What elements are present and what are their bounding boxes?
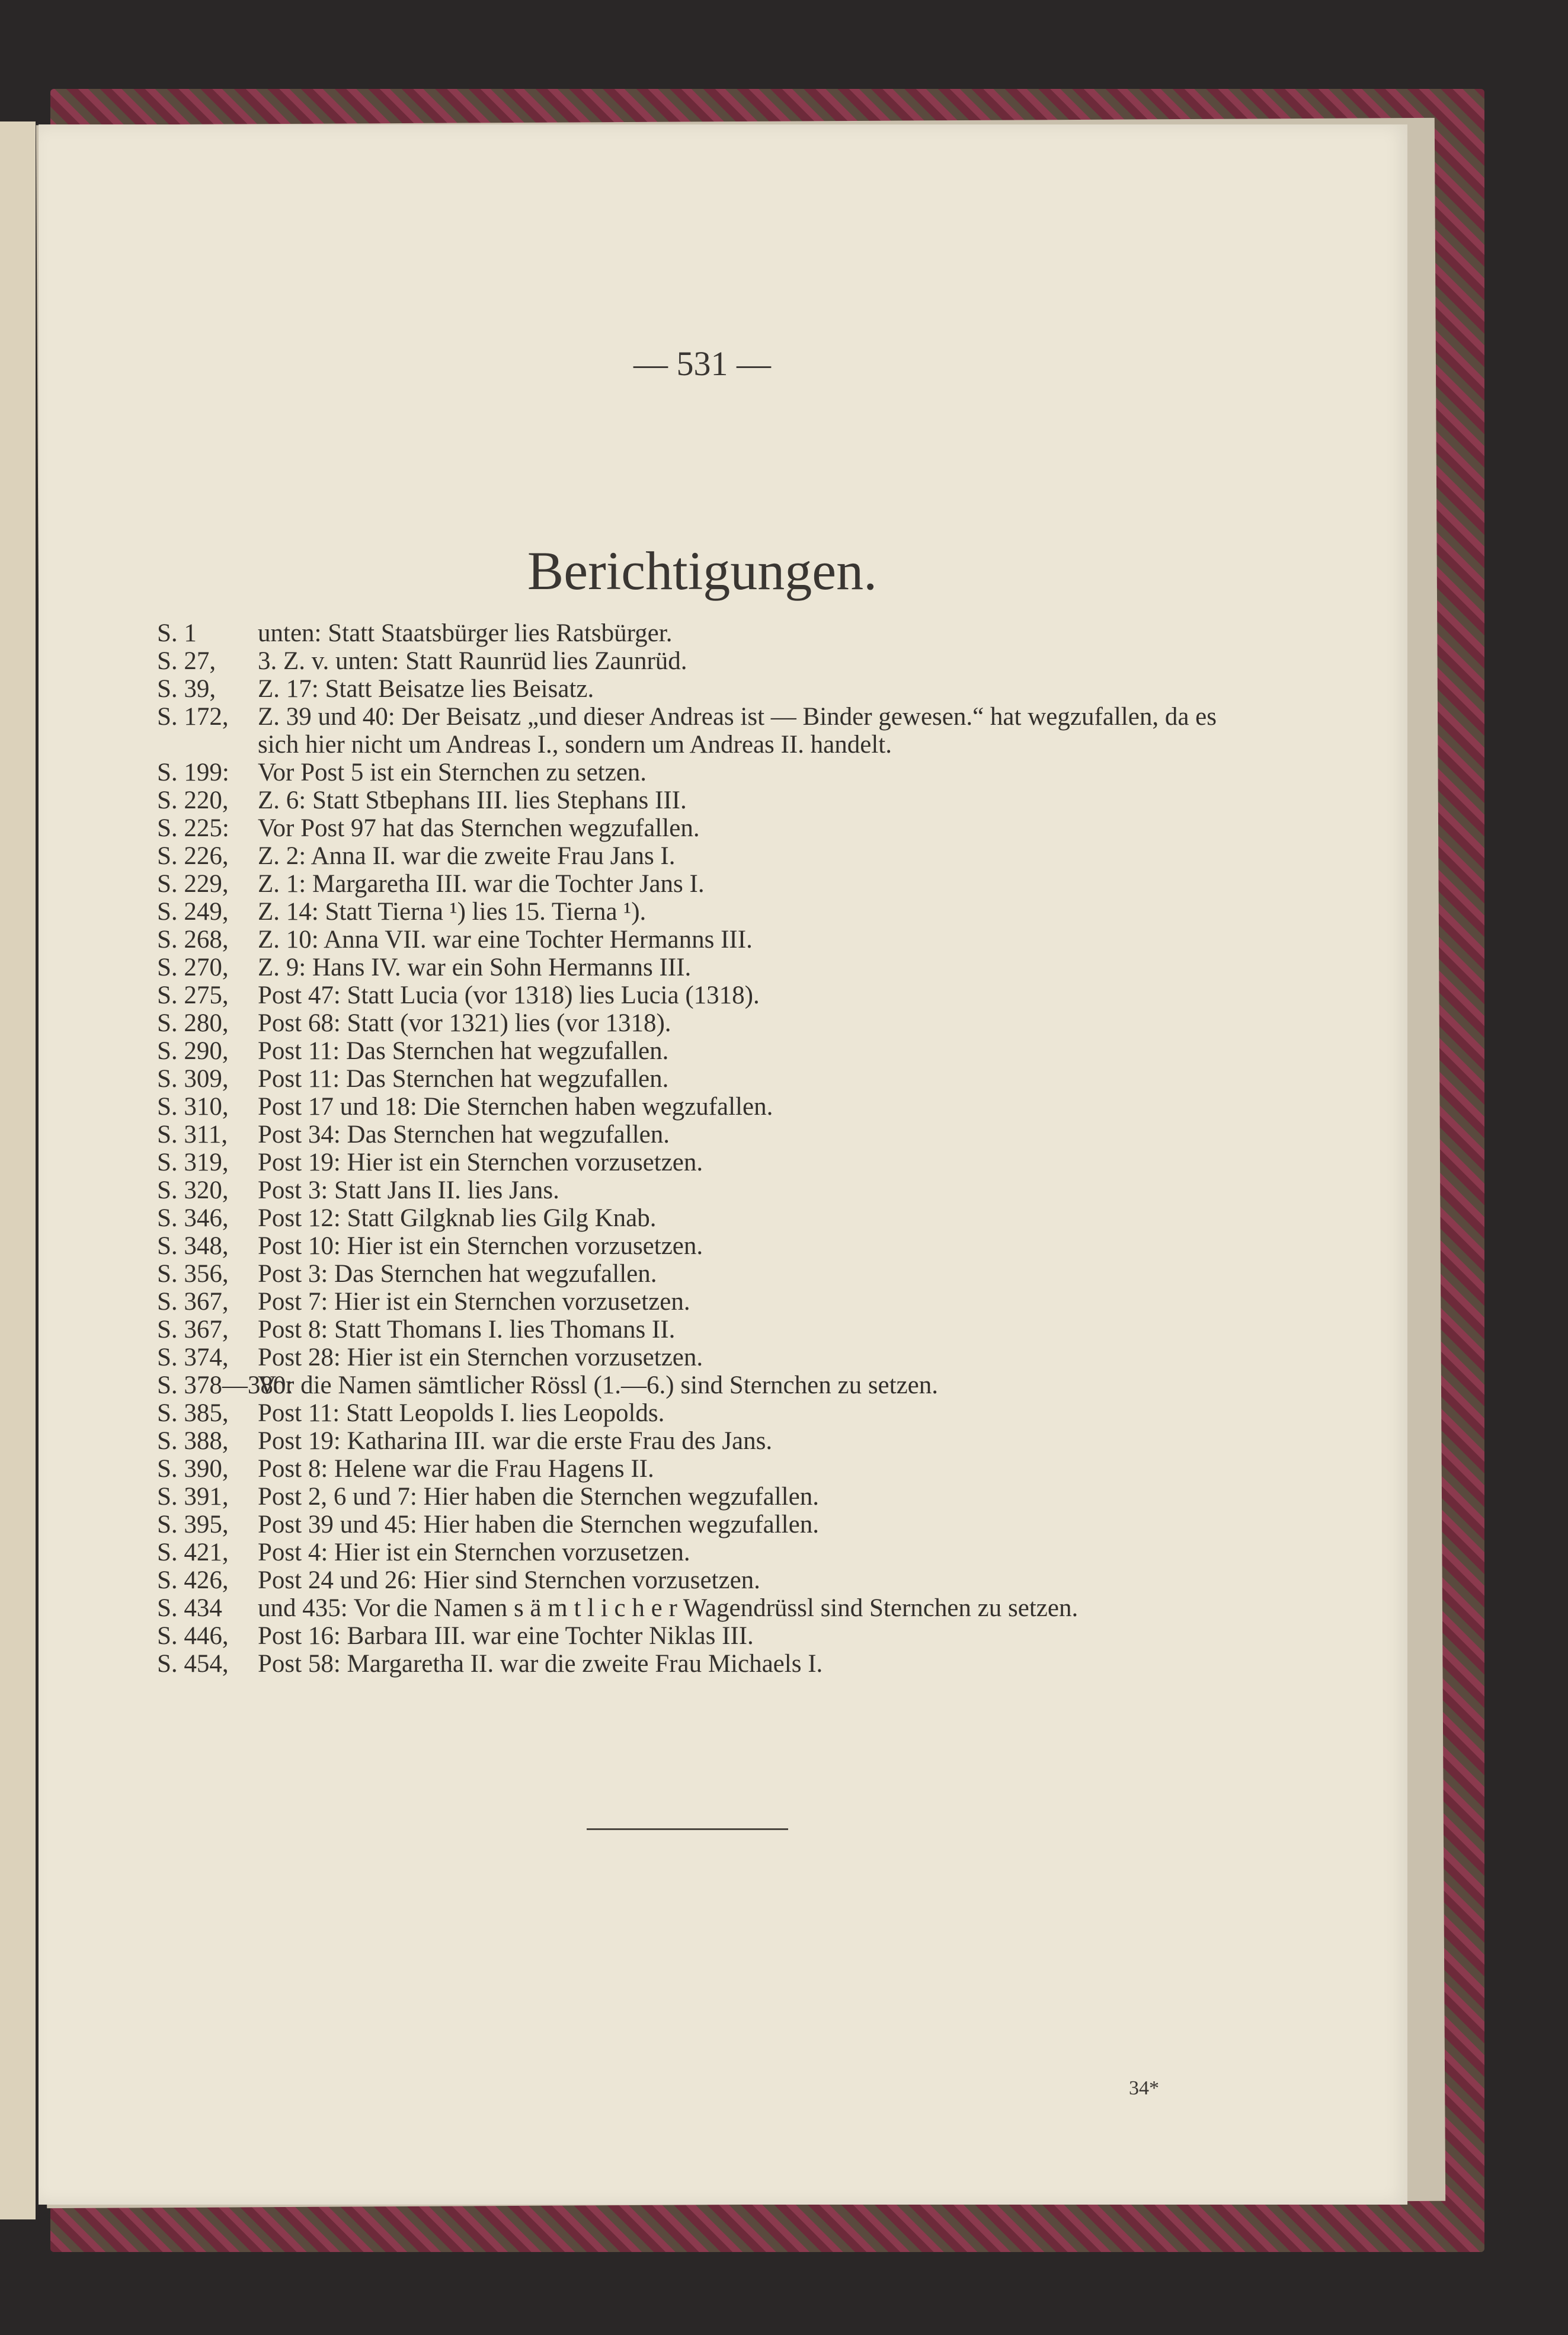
entry-page-ref: S. 421,	[157, 1538, 229, 1566]
entry-page-ref: S. 319,	[157, 1149, 229, 1176]
correction-entry	[157, 1065, 1236, 1093]
entry-page-ref: S. 220,	[157, 786, 229, 814]
entry-text: Post 3: Statt Jans II. lies Jans.	[258, 1176, 559, 1204]
correction-entry	[157, 1037, 1236, 1065]
correction-entry	[157, 1538, 1236, 1566]
page-title: Berichtigungen.	[527, 540, 878, 601]
entry-page-ref: S. 229,	[157, 870, 229, 898]
correction-entry	[157, 1455, 1236, 1483]
entry-page-ref: S. 378—380:	[157, 1371, 293, 1399]
correction-entry	[157, 981, 1236, 1009]
corrections-list	[157, 619, 1236, 1678]
entry-text: Post 47: Statt Lucia (vor 1318) lies Lucia (1318).	[258, 981, 760, 1009]
correction-entry	[157, 1594, 1236, 1622]
entry-page-ref: S. 385,	[157, 1399, 229, 1427]
entry-page-ref: S. 426,	[157, 1566, 229, 1594]
entry-text: Post 8: Statt Thomans I. lies Thomans II.	[258, 1316, 676, 1344]
entry-text: und 435: Vor die Namen s ä m t l i c h e r Wagendrüssl sind Sternchen zu setzen.	[258, 1594, 1079, 1622]
correction-entry	[157, 926, 1236, 954]
correction-entry	[157, 1511, 1236, 1538]
entry-text: Post 16: Barbara III. war eine Tochter Niklas III.	[258, 1622, 754, 1650]
entry-page-ref: S. 199:	[157, 759, 229, 786]
correction-entry	[157, 898, 1236, 926]
entry-page-ref: S. 446,	[157, 1622, 229, 1650]
entry-page-ref: S. 27,	[157, 647, 216, 675]
entry-page-ref: S. 1	[157, 619, 197, 647]
entry-page-ref: S. 249,	[157, 898, 229, 926]
correction-entry	[157, 1009, 1236, 1037]
correction-entry	[157, 1260, 1236, 1288]
entry-page-ref: S. 374,	[157, 1344, 229, 1371]
correction-entry	[157, 1232, 1236, 1260]
correction-entry	[157, 842, 1236, 870]
correction-entry	[157, 1176, 1236, 1204]
entry-page-ref: S. 346,	[157, 1204, 229, 1232]
entry-page-ref: S. 391,	[157, 1483, 229, 1511]
book-page	[39, 124, 1407, 2205]
entry-page-ref: S. 311,	[157, 1121, 228, 1149]
correction-entry	[157, 703, 1236, 759]
entry-page-ref: S. 280,	[157, 1009, 229, 1037]
correction-entry	[157, 1399, 1236, 1427]
entry-page-ref: S. 172,	[157, 703, 229, 731]
correction-entry	[157, 1288, 1236, 1316]
entry-page-ref: S. 434	[157, 1594, 222, 1622]
correction-entry	[157, 675, 1236, 703]
entry-page-ref: S. 270,	[157, 954, 229, 981]
entry-text: Z. 17: Statt Beisatze lies Beisatz.	[258, 675, 594, 703]
correction-entry	[157, 1427, 1236, 1455]
entry-text: Post 8: Helene war die Frau Hagens II.	[258, 1455, 654, 1483]
entry-text: Post 24 und 26: Hier sind Sternchen vorzusetzen.	[258, 1566, 760, 1594]
correction-entry	[157, 1566, 1236, 1594]
entry-page-ref: S. 348,	[157, 1232, 229, 1260]
entry-text: Post 28: Hier ist ein Sternchen vorzusetzen.	[258, 1344, 703, 1371]
page-number: — 531 —	[633, 344, 771, 383]
correction-entry	[157, 619, 1236, 647]
entry-text: Post 4: Hier ist ein Sternchen vorzusetzen.	[258, 1538, 690, 1566]
entry-page-ref: S. 290,	[157, 1037, 229, 1065]
entry-text: Vor Post 5 ist ein Sternchen zu setzen.	[258, 759, 647, 786]
entry-text: 3. Z. v. unten: Statt Raunrüd lies Zaunrüd.	[258, 647, 687, 675]
correction-entry	[157, 759, 1236, 786]
entry-text: Post 58: Margaretha II. war die zweite Frau Michaels I.	[258, 1650, 823, 1678]
entry-text: Post 34: Das Sternchen hat wegzufallen.	[258, 1121, 670, 1149]
entry-page-ref: S. 390,	[157, 1455, 229, 1483]
correction-entry	[157, 954, 1236, 981]
entry-text: Post 17 und 18: Die Sternchen haben wegzufallen.	[258, 1093, 773, 1121]
correction-entry	[157, 1204, 1236, 1232]
entry-page-ref: S. 310,	[157, 1093, 229, 1121]
correction-entry	[157, 1622, 1236, 1650]
correction-entry	[157, 1650, 1236, 1678]
entry-page-ref: S. 309,	[157, 1065, 229, 1093]
entry-page-ref: S. 395,	[157, 1511, 229, 1538]
entry-page-ref: S. 268,	[157, 926, 229, 954]
entry-text: Post 19: Katharina III. war die erste Frau des Jans.	[258, 1427, 773, 1455]
signature-mark: 34*	[1129, 2077, 1159, 2099]
entry-text: Z. 2: Anna II. war die zweite Frau Jans I.	[258, 842, 676, 870]
correction-entry	[157, 814, 1236, 842]
entry-text: Post 11: Das Sternchen hat wegzufallen.	[258, 1065, 669, 1093]
entry-page-ref: S. 367,	[157, 1288, 229, 1316]
entry-text: Post 3: Das Sternchen hat wegzufallen.	[258, 1260, 657, 1288]
entry-text: Post 2, 6 und 7: Hier haben die Sternchen wegzufallen.	[258, 1483, 819, 1511]
entry-text: Post 68: Statt (vor 1321) lies (vor 1318).	[258, 1009, 671, 1037]
entry-text: Post 11: Statt Leopolds I. lies Leopolds.	[258, 1399, 665, 1427]
entry-page-ref: S. 39,	[157, 675, 216, 703]
entry-text: Post 11: Das Sternchen hat wegzufallen.	[258, 1037, 669, 1065]
facing-page-edge	[0, 121, 36, 2219]
entry-text: Z. 6: Statt Stbephans III. lies Stephans III.	[258, 786, 687, 814]
entry-page-ref: S. 226,	[157, 842, 229, 870]
correction-entry	[157, 1371, 1236, 1399]
entry-page-ref: S. 454,	[157, 1650, 229, 1678]
correction-entry	[157, 1149, 1236, 1176]
entry-text: unten: Statt Staatsbürger lies Ratsbürger.	[258, 619, 673, 647]
correction-entry	[157, 1316, 1236, 1344]
entry-page-ref: S. 225:	[157, 814, 229, 842]
entry-page-ref: S. 320,	[157, 1176, 229, 1204]
entry-page-ref: S. 388,	[157, 1427, 229, 1455]
entry-text: Vor die Namen sämtlicher Rössl (1.—6.) sind Sternchen zu setzen.	[258, 1371, 939, 1399]
correction-entry	[157, 1121, 1236, 1149]
entry-text: Z. 1: Margaretha III. war die Tochter Jans I.	[258, 870, 705, 898]
correction-entry	[157, 1483, 1236, 1511]
entry-text: Post 10: Hier ist ein Sternchen vorzusetzen.	[258, 1232, 703, 1260]
entry-text: Z. 39 und 40: Der Beisatz „und dieser Andreas ist — Binder gewesen.“ hat wegzufallen, da es sich hier nicht um Andreas I., sondern um Andreas II. handelt.	[258, 703, 1223, 759]
entry-page-ref: S. 275,	[157, 981, 229, 1009]
correction-entry	[157, 1093, 1236, 1121]
entry-page-ref: S. 367,	[157, 1316, 229, 1344]
entry-text: Post 12: Statt Gilgknab lies Gilg Knab.	[258, 1204, 657, 1232]
closing-rule	[587, 1828, 788, 1830]
entry-text: Z. 14: Statt Tierna ¹) lies 15. Tierna ¹).	[258, 898, 647, 926]
correction-entry	[157, 647, 1236, 675]
correction-entry	[157, 786, 1236, 814]
correction-entry	[157, 870, 1236, 898]
correction-entry	[157, 1344, 1236, 1371]
entry-text: Z. 10: Anna VII. war eine Tochter Hermanns III.	[258, 926, 753, 954]
entry-text: Post 19: Hier ist ein Sternchen vorzusetzen.	[258, 1149, 703, 1176]
entry-page-ref: S. 356,	[157, 1260, 229, 1288]
entry-text: Vor Post 97 hat das Sternchen wegzufallen.	[258, 814, 700, 842]
entry-text: Z. 9: Hans IV. war ein Sohn Hermanns III.	[258, 954, 692, 981]
entry-text: Post 7: Hier ist ein Sternchen vorzusetzen.	[258, 1288, 690, 1316]
entry-text: Post 39 und 45: Hier haben die Sternchen wegzufallen.	[258, 1511, 819, 1538]
